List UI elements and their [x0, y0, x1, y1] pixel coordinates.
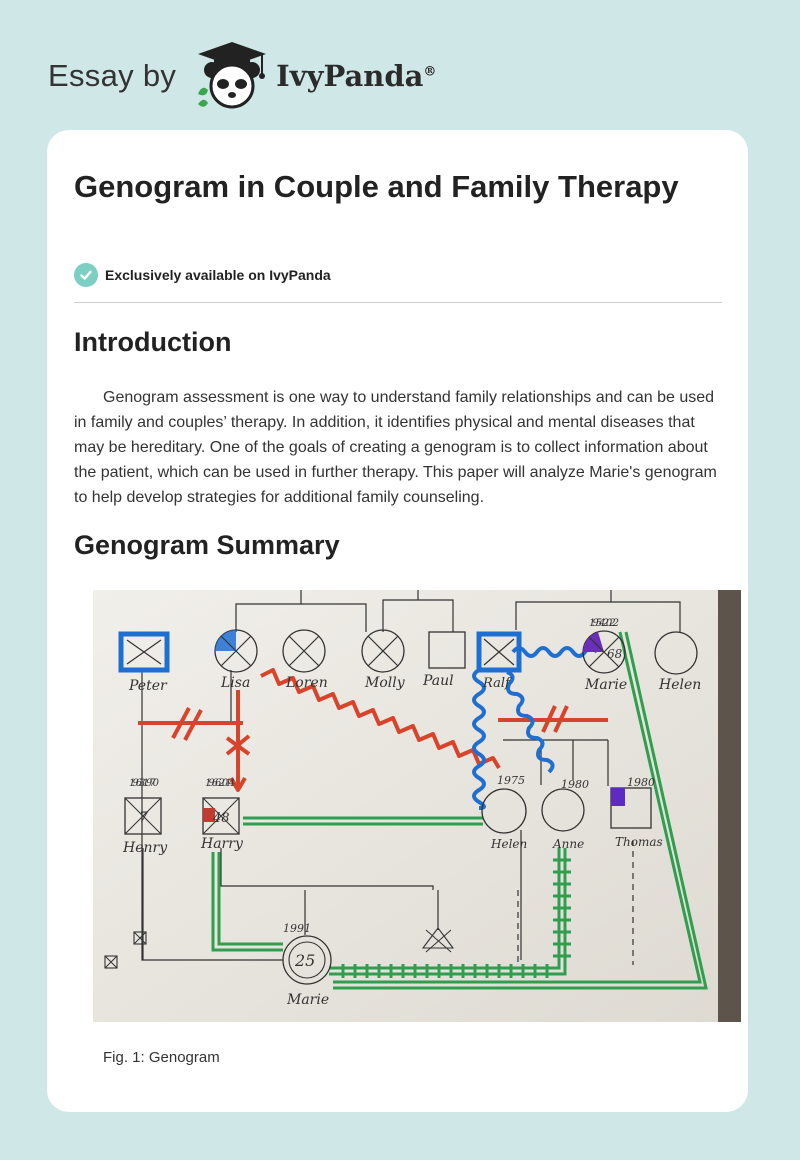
exclusive-badge: [74, 263, 331, 287]
divider: [74, 302, 722, 303]
exclusive-label: Exclusively available on IvyPanda: [105, 267, 331, 283]
label-henry-age: 7: [139, 810, 148, 826]
genogram-figure: [93, 590, 741, 1022]
label-helen-top: Helen: [659, 677, 702, 693]
table-edge: [718, 590, 741, 1022]
label-helen: Helen: [491, 837, 528, 851]
registered-mark: ®: [423, 64, 437, 80]
paper-background: [93, 590, 741, 1022]
label-lisa: Lisa: [221, 675, 251, 691]
label-harry-age: 48: [213, 811, 230, 826]
label-harry-years: 1966 2014: [205, 778, 235, 789]
label-anne: Anne: [553, 837, 585, 851]
label-molly: Molly: [365, 675, 405, 691]
introduction-paragraph: Genogram assessment is one way to understand family relationships and can be used in family and couples’ therapy. In addition, it identifies physical and mental diseases that may be hereditary. One of the goals of creating a genogram is to collect information about the patient, which can be used in further therapy. This paper will analyze Marie's genogram to help develop strategies for additional family counseling.: [74, 389, 717, 506]
label-thomas-year: 1980: [627, 776, 655, 789]
brand-name-text: IvyPanda: [276, 59, 424, 93]
label-marie: Marie: [287, 992, 330, 1008]
label-loren: Loren: [286, 675, 328, 691]
figure-caption: Fig. 1: Genogram: [103, 1049, 220, 1066]
label-henry: Henry: [123, 840, 168, 856]
label-thomas: Thomas: [615, 835, 663, 849]
article-card: [47, 130, 748, 1112]
check-icon: [74, 263, 98, 287]
brand-name: [276, 59, 436, 93]
label-helen-year: 1975: [497, 774, 525, 787]
panda-graduate-icon: [192, 40, 272, 112]
label-henry-years: 1963 1970: [129, 778, 159, 789]
brand-prefix: Essay by: [48, 58, 177, 93]
label-marie-age: 25: [295, 951, 316, 970]
label-marie-year: 1991: [283, 922, 311, 935]
label-harry: Harry: [201, 836, 243, 852]
label-marie-grandmother-years: 1954 2022: [589, 618, 619, 629]
genogram-drawing: [93, 590, 741, 1022]
label-ralf: Ralf: [483, 676, 510, 691]
label-peter: Peter: [129, 678, 167, 694]
section-heading-genogram-summary: Genogram Summary: [74, 530, 340, 560]
label-paul: Paul: [423, 673, 454, 689]
article-title: Genogram in Couple and Family Therapy: [74, 169, 679, 204]
brand-header[interactable]: [48, 36, 508, 116]
label-marie-grandmother: Marie: [585, 677, 628, 693]
label-marie-grandmother-age: 68: [607, 647, 623, 661]
label-anne-year: 1980: [561, 778, 589, 791]
section-heading-introduction: Introduction: [74, 327, 232, 357]
